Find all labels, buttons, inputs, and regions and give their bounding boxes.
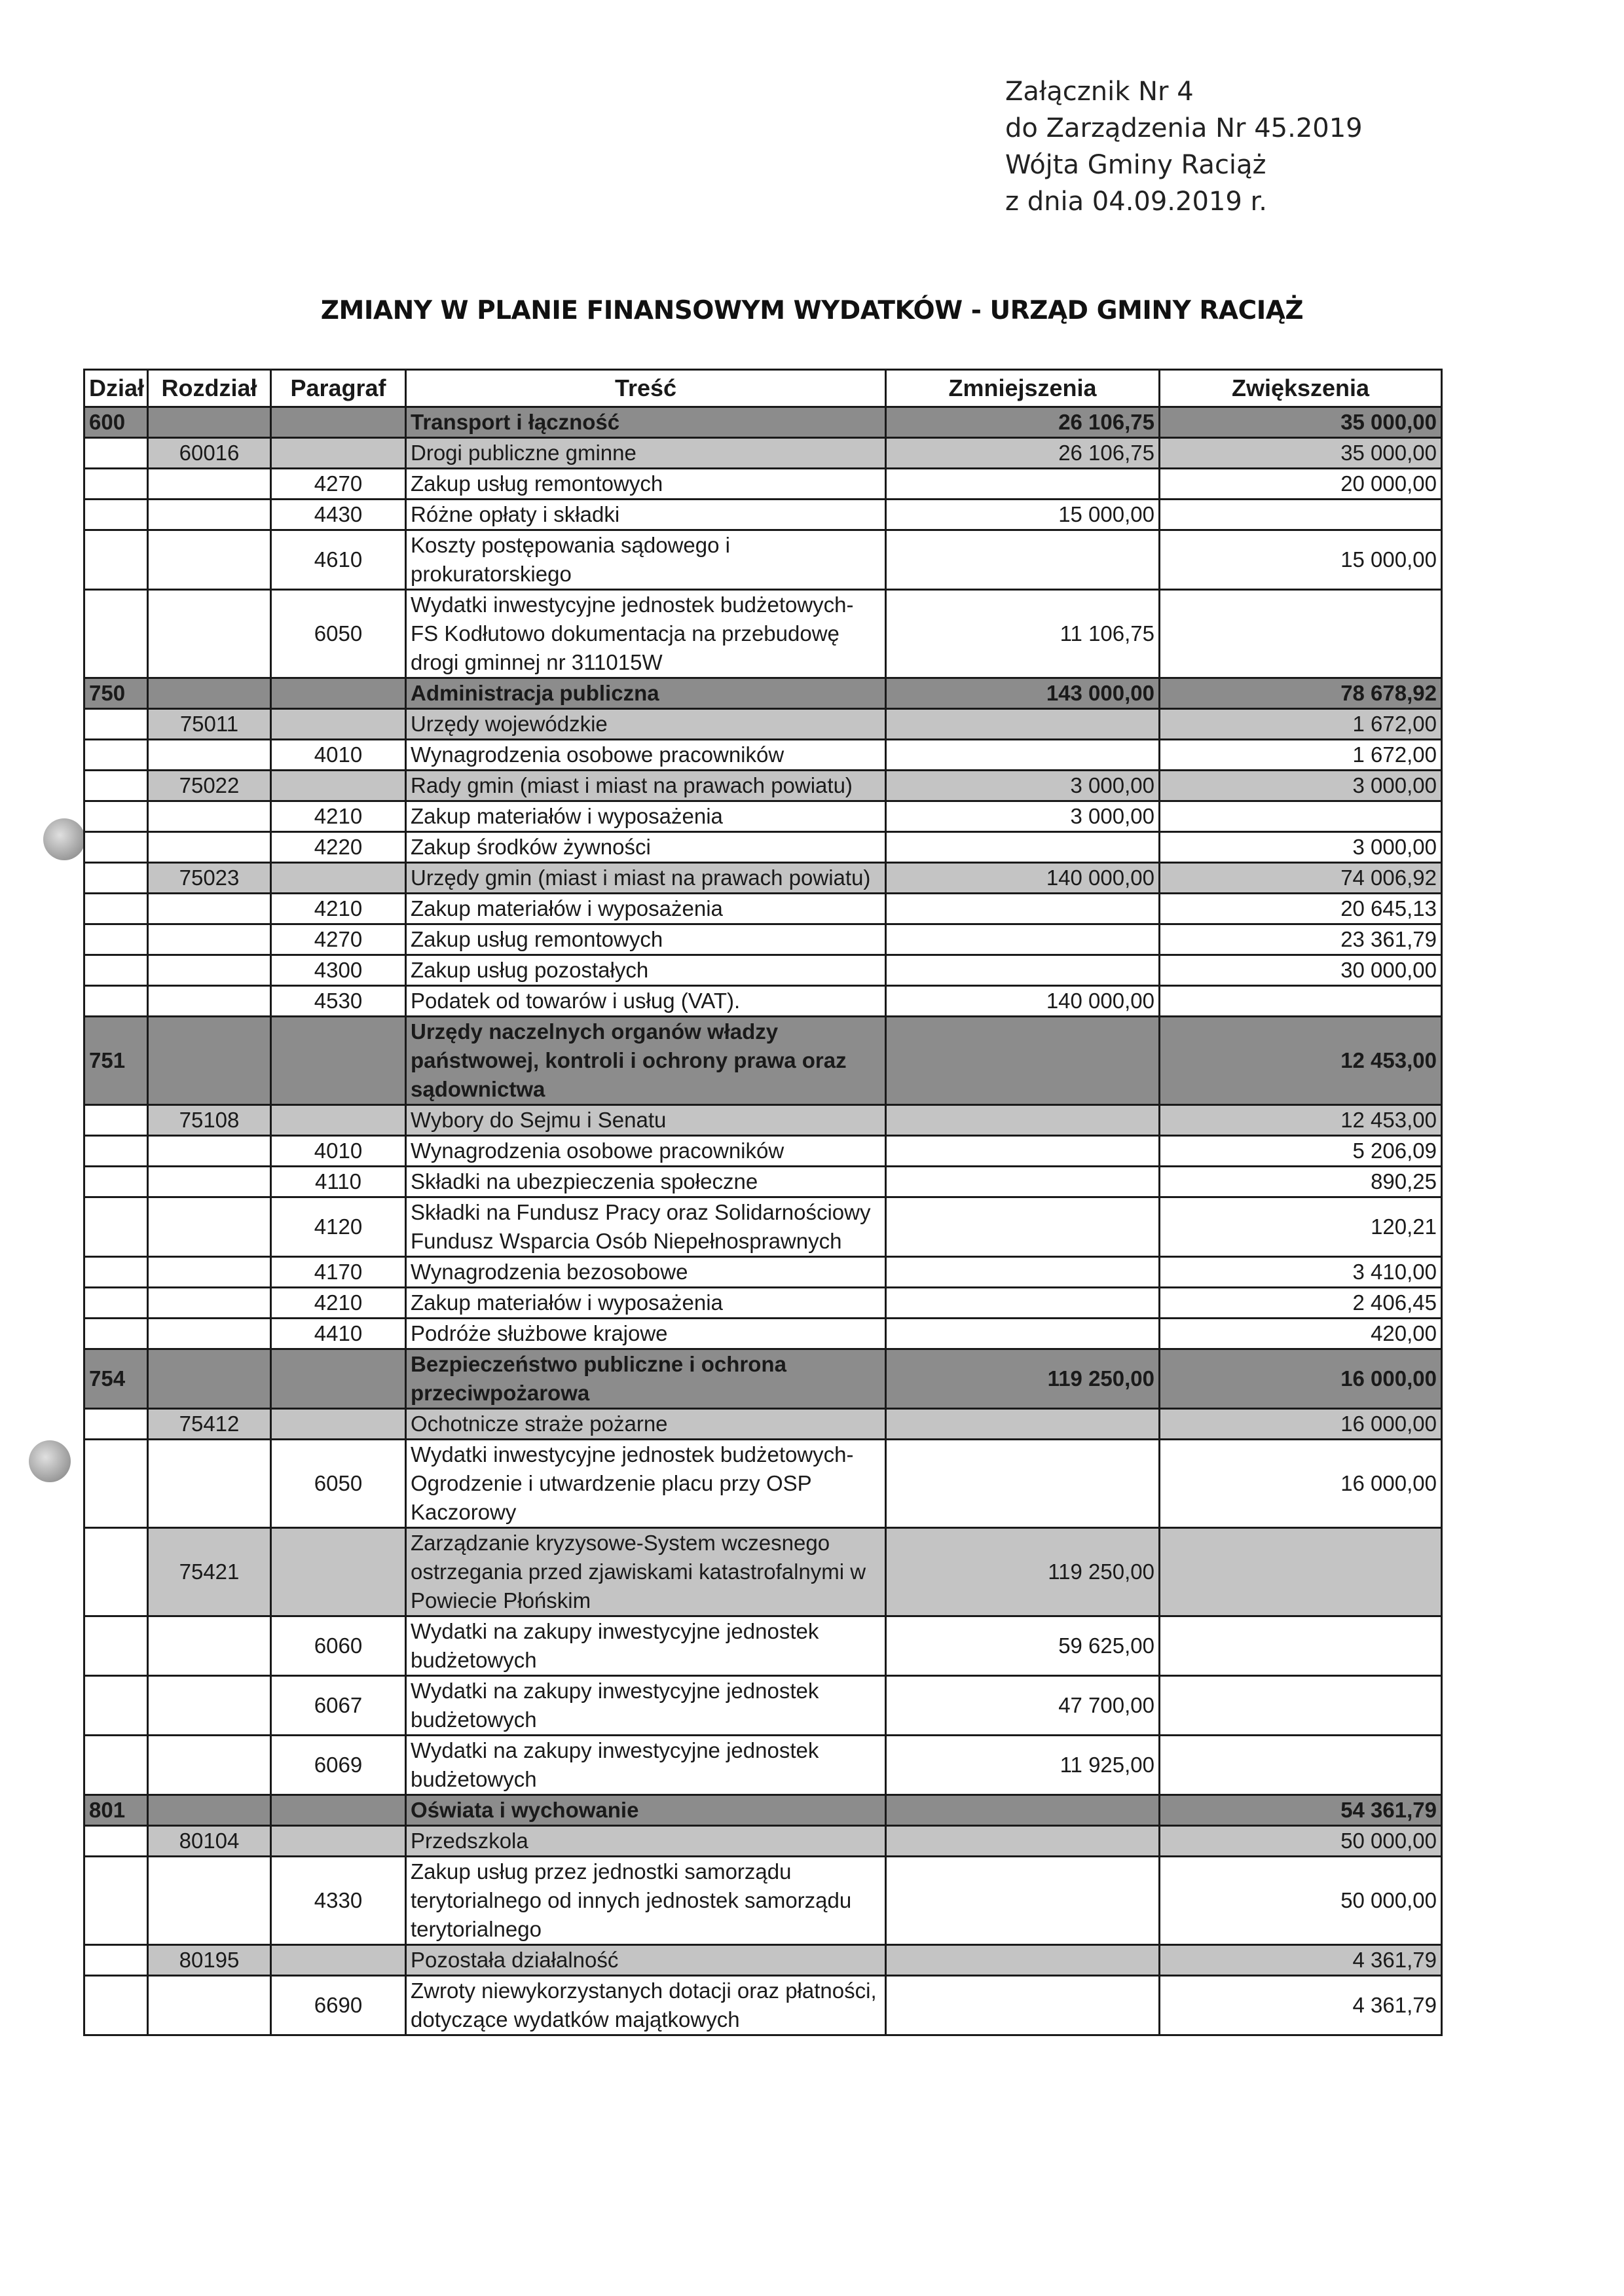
cell-tresc: Zakup usług remontowych [406,469,886,500]
table-row-paragraf [84,801,1442,832]
cell-zmniejszenia: 47 700,00 [886,1676,1160,1736]
cell-zmniejszenia [886,1257,1160,1288]
cell-zwiekszenia [1160,801,1442,832]
table-row-paragraf [84,1440,1442,1528]
cell-tresc: Urzędy wojewódzkie [406,709,886,740]
cell-dzial [84,832,148,863]
cell-paragraf: 6050 [271,1440,406,1528]
cell-zmniejszenia [886,1288,1160,1319]
cell-dzial: 754 [84,1349,148,1409]
cell-paragraf: 6067 [271,1676,406,1736]
cell-paragraf [271,1826,406,1857]
cell-zmniejszenia: 26 106,75 [886,407,1160,438]
cell-zwiekszenia [1160,986,1442,1017]
cell-zwiekszenia: 16 000,00 [1160,1440,1442,1528]
cell-paragraf [271,438,406,469]
cell-rozdzial [148,1136,271,1167]
cell-dzial [84,1409,148,1440]
cell-tresc: Zakup usług pozostałych [406,955,886,986]
cell-zmniejszenia [886,1136,1160,1167]
cell-tresc: Wydatki na zakupy inwestycyjne jednostek budżetowych [406,1736,886,1795]
cell-zmniejszenia [886,955,1160,986]
cell-paragraf: 4430 [271,500,406,530]
cell-tresc: Oświata i wychowanie [406,1795,886,1826]
cell-zwiekszenia: 1 672,00 [1160,740,1442,771]
cell-paragraf [271,678,406,709]
cell-zmniejszenia [886,894,1160,924]
cell-tresc: Zakup środków żywności [406,832,886,863]
cell-rozdzial: 75412 [148,1409,271,1440]
cell-rozdzial [148,740,271,771]
table-row-paragraf [84,924,1442,955]
cell-zmniejszenia [886,530,1160,590]
table-row-paragraf [84,1257,1442,1288]
header-line: do Zarządzenia Nr 45.2019 [1005,113,1363,143]
cell-dzial [84,801,148,832]
cell-zmniejszenia [886,1167,1160,1197]
cell-rozdzial: 75011 [148,709,271,740]
cell-zwiekszenia: 16 000,00 [1160,1409,1442,1440]
cell-paragraf: 4120 [271,1197,406,1257]
cell-tresc: Różne opłaty i składki [406,500,886,530]
table-row-paragraf [84,1288,1442,1319]
table-row-paragraf [84,894,1442,924]
cell-dzial [84,894,148,924]
cell-zmniejszenia: 59 625,00 [886,1616,1160,1676]
table-row-paragraf [84,1736,1442,1795]
cell-paragraf: 6050 [271,590,406,678]
cell-zmniejszenia [886,1440,1160,1528]
punch-hole [43,818,85,860]
cell-rozdzial: 75421 [148,1528,271,1616]
table-row-paragraf [84,1676,1442,1736]
cell-dzial [84,863,148,894]
cell-zmniejszenia: 140 000,00 [886,863,1160,894]
cell-tresc: Drogi publiczne gminne [406,438,886,469]
cell-paragraf: 4530 [271,986,406,1017]
cell-zmniejszenia [886,1017,1160,1105]
cell-dzial [84,1945,148,1976]
table-row-dzial [84,1795,1442,1826]
table-row-rozdzial [84,438,1442,469]
cell-tresc: Pozostała działalność [406,1945,886,1976]
table-row-dzial [84,1017,1442,1105]
cell-paragraf [271,1349,406,1409]
table-row-rozdzial [84,771,1442,801]
cell-paragraf: 4410 [271,1319,406,1349]
cell-tresc: Podróże służbowe krajowe [406,1319,886,1349]
table-row-paragraf [84,1976,1442,2035]
table-row-paragraf [84,1197,1442,1257]
cell-tresc: Wydatki inwestycyjne jednostek budżetowych-Ogrodzenie i utwardzenie placu przy OSP Kaczorowy [406,1440,886,1528]
cell-zwiekszenia: 35 000,00 [1160,407,1442,438]
cell-dzial [84,438,148,469]
cell-paragraf [271,1945,406,1976]
cell-rozdzial: 60016 [148,438,271,469]
cell-rozdzial [148,1257,271,1288]
cell-zwiekszenia: 20 645,13 [1160,894,1442,924]
cell-dzial [84,1528,148,1616]
table-header-row [84,370,1442,407]
cell-tresc: Koszty postępowania sądowego i prokuratorskiego [406,530,886,590]
cell-tresc: Przedszkola [406,1826,886,1857]
table-row-rozdzial [84,1409,1442,1440]
cell-tresc: Rady gmin (miast i miast na prawach powiatu) [406,771,886,801]
cell-rozdzial [148,1976,271,2035]
cell-zwiekszenia [1160,1616,1442,1676]
cell-zmniejszenia: 26 106,75 [886,438,1160,469]
cell-paragraf [271,709,406,740]
document-title: ZMIANY W PLANIE FINANSOWYM WYDATKÓW - URZĄD GMINY RACIĄŻ [320,296,1304,325]
cell-dzial: 600 [84,407,148,438]
table-row-dzial [84,678,1442,709]
cell-zmniejszenia [886,1826,1160,1857]
cell-zmniejszenia [886,1319,1160,1349]
table-row-dzial [84,407,1442,438]
cell-zmniejszenia: 3 000,00 [886,771,1160,801]
cell-tresc: Wydatki na zakupy inwestycyjne jednostek budżetowych [406,1676,886,1736]
cell-zmniejszenia [886,832,1160,863]
cell-dzial [84,1736,148,1795]
cell-zmniejszenia: 3 000,00 [886,801,1160,832]
table-row-paragraf [84,1167,1442,1197]
col-header-dzial: Dział [84,370,148,407]
cell-dzial [84,1826,148,1857]
cell-dzial [84,1976,148,2035]
cell-tresc: Wydatki inwestycyjne jednostek budżetowych-FS Kodłutowo dokumentacja na przebudowę drogi gminnej nr 311015W [406,590,886,678]
cell-zwiekszenia: 1 672,00 [1160,709,1442,740]
cell-zmniejszenia [886,924,1160,955]
cell-paragraf: 4170 [271,1257,406,1288]
cell-dzial: 751 [84,1017,148,1105]
cell-zwiekszenia: 20 000,00 [1160,469,1442,500]
cell-rozdzial [148,1795,271,1826]
cell-dzial [84,986,148,1017]
cell-rozdzial [148,955,271,986]
cell-rozdzial [148,1676,271,1736]
cell-paragraf: 4010 [271,740,406,771]
cell-zmniejszenia [886,469,1160,500]
cell-rozdzial [148,590,271,678]
cell-rozdzial [148,1349,271,1409]
cell-zmniejszenia: 140 000,00 [886,986,1160,1017]
budget-changes-table [83,369,1443,2036]
cell-zmniejszenia [886,1945,1160,1976]
cell-dzial: 750 [84,678,148,709]
cell-paragraf: 4610 [271,530,406,590]
cell-zwiekszenia: 890,25 [1160,1167,1442,1197]
cell-zmniejszenia: 15 000,00 [886,500,1160,530]
cell-tresc: Urzędy gmin (miast i miast na prawach powiatu) [406,863,886,894]
table-row-rozdzial [84,1945,1442,1976]
cell-tresc: Wynagrodzenia bezosobowe [406,1257,886,1288]
cell-zwiekszenia: 15 000,00 [1160,530,1442,590]
cell-zwiekszenia: 23 361,79 [1160,924,1442,955]
table-row-rozdzial [84,1528,1442,1616]
cell-paragraf: 4210 [271,1288,406,1319]
table-row-rozdzial [84,709,1442,740]
table-row-paragraf [84,955,1442,986]
cell-rozdzial [148,832,271,863]
table-row-paragraf [84,1319,1442,1349]
cell-zmniejszenia: 119 250,00 [886,1349,1160,1409]
cell-tresc: Bezpieczeństwo publiczne i ochrona przeciwpożarowa [406,1349,886,1409]
cell-zwiekszenia: 12 453,00 [1160,1105,1442,1136]
cell-rozdzial [148,1197,271,1257]
cell-rozdzial [148,894,271,924]
table-row-paragraf [84,1136,1442,1167]
cell-tresc: Zarządzanie kryzysowe-System wczesnego ostrzegania przed zjawiskami katastrofalnymi w Powiecie Płońskim [406,1528,886,1616]
cell-dzial [84,1288,148,1319]
cell-dzial [84,740,148,771]
cell-dzial [84,1440,148,1528]
cell-dzial [84,530,148,590]
cell-paragraf: 6069 [271,1736,406,1795]
header-line: z dnia 04.09.2019 r. [1005,187,1268,217]
cell-paragraf [271,771,406,801]
cell-tresc: Wynagrodzenia osobowe pracowników [406,1136,886,1167]
cell-zwiekszenia: 4 361,79 [1160,1976,1442,2035]
cell-paragraf: 4270 [271,469,406,500]
table-row-paragraf [84,500,1442,530]
cell-paragraf [271,1528,406,1616]
cell-paragraf [271,407,406,438]
cell-rozdzial [148,1440,271,1528]
cell-tresc: Wybory do Sejmu i Senatu [406,1105,886,1136]
cell-rozdzial [148,1288,271,1319]
cell-dzial [84,1676,148,1736]
cell-zwiekszenia: 5 206,09 [1160,1136,1442,1167]
cell-paragraf: 4010 [271,1136,406,1167]
cell-paragraf: 4110 [271,1167,406,1197]
header-line: Wójta Gminy Raciąż [1005,150,1266,180]
cell-paragraf: 4210 [271,801,406,832]
cell-dzial [84,1105,148,1136]
cell-zwiekszenia [1160,500,1442,530]
cell-paragraf [271,1105,406,1136]
cell-paragraf: 4210 [271,894,406,924]
cell-dzial [84,1616,148,1676]
cell-rozdzial [148,1616,271,1676]
cell-rozdzial [148,1857,271,1945]
cell-zwiekszenia [1160,1736,1442,1795]
cell-dzial [84,709,148,740]
cell-tresc: Podatek od towarów i usług (VAT). [406,986,886,1017]
cell-tresc: Ochotnicze straże pożarne [406,1409,886,1440]
cell-zwiekszenia [1160,1528,1442,1616]
cell-rozdzial: 75108 [148,1105,271,1136]
table-row-rozdzial [84,1105,1442,1136]
cell-rozdzial [148,678,271,709]
table-row-paragraf [84,986,1442,1017]
col-header-zwiekszenia: Zwiększenia [1160,370,1442,407]
cell-tresc: Administracja publiczna [406,678,886,709]
cell-paragraf: 4220 [271,832,406,863]
cell-paragraf: 4300 [271,955,406,986]
cell-rozdzial [148,1167,271,1197]
cell-zmniejszenia [886,1976,1160,2035]
table-row-paragraf [84,590,1442,678]
cell-zwiekszenia: 35 000,00 [1160,438,1442,469]
cell-zwiekszenia: 420,00 [1160,1319,1442,1349]
cell-tresc: Transport i łączność [406,407,886,438]
cell-dzial [84,1857,148,1945]
cell-rozdzial [148,924,271,955]
cell-rozdzial: 80104 [148,1826,271,1857]
cell-dzial [84,1197,148,1257]
cell-zmniejszenia [886,1105,1160,1136]
cell-tresc: Zakup materiałów i wyposażenia [406,801,886,832]
cell-dzial [84,590,148,678]
cell-rozdzial: 80195 [148,1945,271,1976]
header-line: Załącznik Nr 4 [1005,77,1194,107]
cell-tresc: Składki na ubezpieczenia społeczne [406,1167,886,1197]
cell-zwiekszenia: 50 000,00 [1160,1826,1442,1857]
cell-zwiekszenia: 12 453,00 [1160,1017,1442,1105]
cell-zwiekszenia: 120,21 [1160,1197,1442,1257]
cell-paragraf: 6690 [271,1976,406,2035]
cell-zwiekszenia: 3 410,00 [1160,1257,1442,1288]
punch-hole [29,1440,71,1482]
cell-zmniejszenia: 143 000,00 [886,678,1160,709]
cell-tresc: Urzędy naczelnych organów władzy państwowej, kontroli i ochrony prawa oraz sądownictwa [406,1017,886,1105]
cell-zmniejszenia [886,1409,1160,1440]
table-row-paragraf [84,740,1442,771]
col-header-paragraf: Paragraf [271,370,406,407]
table-body [84,407,1442,2035]
cell-paragraf [271,1017,406,1105]
cell-dzial [84,500,148,530]
cell-tresc: Zakup usług remontowych [406,924,886,955]
cell-zwiekszenia: 30 000,00 [1160,955,1442,986]
cell-dzial [84,1167,148,1197]
cell-dzial [84,924,148,955]
cell-zmniejszenia: 11 925,00 [886,1736,1160,1795]
table-row-paragraf [84,1616,1442,1676]
table-row-rozdzial [84,1826,1442,1857]
cell-paragraf [271,1795,406,1826]
cell-dzial [84,469,148,500]
table-row-dzial [84,1349,1442,1409]
cell-zmniejszenia [886,709,1160,740]
cell-rozdzial [148,407,271,438]
cell-zmniejszenia [886,740,1160,771]
cell-zmniejszenia [886,1795,1160,1826]
cell-tresc: Składki na Fundusz Pracy oraz Solidarnościowy Fundusz Wsparcia Osób Niepełnosprawnych [406,1197,886,1257]
cell-zwiekszenia: 2 406,45 [1160,1288,1442,1319]
cell-zwiekszenia: 3 000,00 [1160,771,1442,801]
cell-zmniejszenia: 119 250,00 [886,1528,1160,1616]
cell-zmniejszenia [886,1857,1160,1945]
cell-dzial [84,1136,148,1167]
table-row-rozdzial [84,863,1442,894]
attachment-header [1005,73,1363,220]
cell-zwiekszenia: 78 678,92 [1160,678,1442,709]
cell-rozdzial [148,801,271,832]
cell-zwiekszenia: 74 006,92 [1160,863,1442,894]
cell-rozdzial [148,500,271,530]
cell-tresc: Zakup materiałów i wyposażenia [406,894,886,924]
cell-zwiekszenia: 50 000,00 [1160,1857,1442,1945]
cell-zmniejszenia [886,1197,1160,1257]
cell-zwiekszenia: 54 361,79 [1160,1795,1442,1826]
cell-rozdzial [148,986,271,1017]
cell-tresc: Zakup usług przez jednostki samorządu terytorialnego od innych jednostek samorządu terytorialnego [406,1857,886,1945]
cell-dzial [84,1319,148,1349]
cell-dzial [84,1257,148,1288]
cell-paragraf: 4270 [271,924,406,955]
table-row-paragraf [84,530,1442,590]
cell-dzial [84,771,148,801]
cell-rozdzial: 75022 [148,771,271,801]
cell-dzial [84,955,148,986]
cell-rozdzial [148,469,271,500]
col-header-tresc: Treść [406,370,886,407]
cell-zwiekszenia: 3 000,00 [1160,832,1442,863]
cell-zwiekszenia: 4 361,79 [1160,1945,1442,1976]
cell-paragraf: 6060 [271,1616,406,1676]
table-row-paragraf [84,832,1442,863]
cell-zwiekszenia [1160,590,1442,678]
col-header-rozdzial: Rozdział [148,370,271,407]
col-header-zmniejszenia: Zmniejszenia [886,370,1160,407]
cell-zmniejszenia: 11 106,75 [886,590,1160,678]
cell-tresc: Zakup materiałów i wyposażenia [406,1288,886,1319]
cell-zwiekszenia: 16 000,00 [1160,1349,1442,1409]
cell-rozdzial [148,530,271,590]
cell-paragraf [271,863,406,894]
cell-dzial: 801 [84,1795,148,1826]
table-row-paragraf [84,469,1442,500]
cell-rozdzial: 75023 [148,863,271,894]
cell-paragraf: 4330 [271,1857,406,1945]
cell-tresc: Zwroty niewykorzystanych dotacji oraz płatności, dotyczące wydatków majątkowych [406,1976,886,2035]
cell-paragraf [271,1409,406,1440]
cell-rozdzial [148,1017,271,1105]
cell-rozdzial [148,1736,271,1795]
cell-zwiekszenia [1160,1676,1442,1736]
cell-rozdzial [148,1319,271,1349]
cell-tresc: Wydatki na zakupy inwestycyjne jednostek budżetowych [406,1616,886,1676]
cell-tresc: Wynagrodzenia osobowe pracowników [406,740,886,771]
table-row-paragraf [84,1857,1442,1945]
